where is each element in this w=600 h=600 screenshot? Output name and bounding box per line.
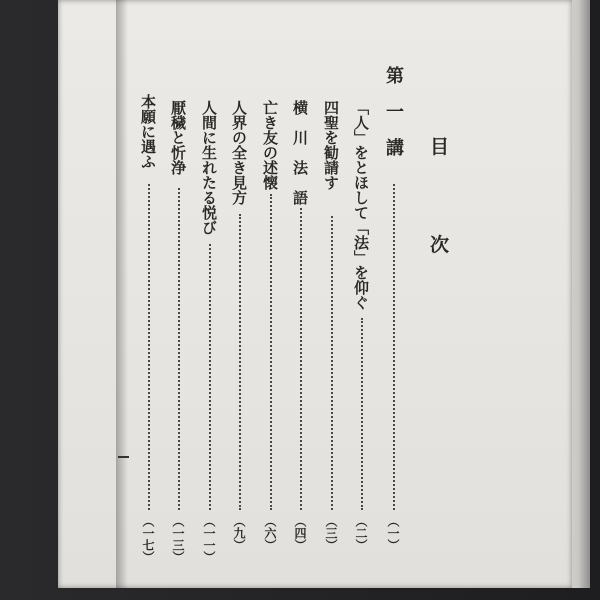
toc-entry-leader (270, 194, 272, 510)
toc-entry-leader (178, 188, 180, 510)
toc-entry-page: （三） (324, 515, 338, 551)
toc-entry-label: 亡き友の述懐 (261, 100, 279, 190)
toc-entry-label: 人間に生れたる悦び (200, 100, 218, 235)
toc-entry-leader (209, 244, 211, 510)
toc-entry-page: （一一） (202, 515, 216, 563)
toc-entry-label: 厭穢と忻浄 (169, 100, 187, 175)
toc-entry-page: （九） (232, 515, 246, 551)
toc-entry-leader (300, 208, 302, 510)
toc-entry-page: （一七） (141, 515, 155, 563)
book-page (58, 0, 572, 588)
toc-entry-leader (361, 318, 363, 510)
section-heading-page: （一） (386, 515, 400, 551)
toc-entry-page: （一三） (171, 515, 185, 563)
toc-entry-label: 人界の全き見方 (230, 100, 248, 205)
toc-entry-leader (239, 214, 241, 510)
toc-entry-leader (148, 184, 150, 510)
toc-entry-page: （四） (293, 515, 307, 551)
toc-entry-page: （六） (263, 515, 277, 551)
folio-text (0, 0, 1, 1)
toc-entry-label: 本願に遇ふ (139, 94, 157, 169)
toc-title-char-2: 次 (430, 234, 450, 256)
toc-entry-label: 四聖を勧請す (322, 100, 340, 190)
folio-page-number (118, 456, 129, 458)
toc-entry-label: 横 川 法 語 (291, 100, 309, 205)
toc-entry-label: 「人」をとほして「法」を仰ぐ (352, 100, 370, 310)
toc-entry-page: （二） (354, 515, 368, 551)
toc-entry-leader (331, 216, 333, 510)
section-heading-leader (393, 184, 395, 510)
gutter-shadow (116, 0, 128, 588)
toc-title-char-1: 目 (430, 136, 450, 158)
section-heading: 第 一 講 (383, 66, 404, 156)
